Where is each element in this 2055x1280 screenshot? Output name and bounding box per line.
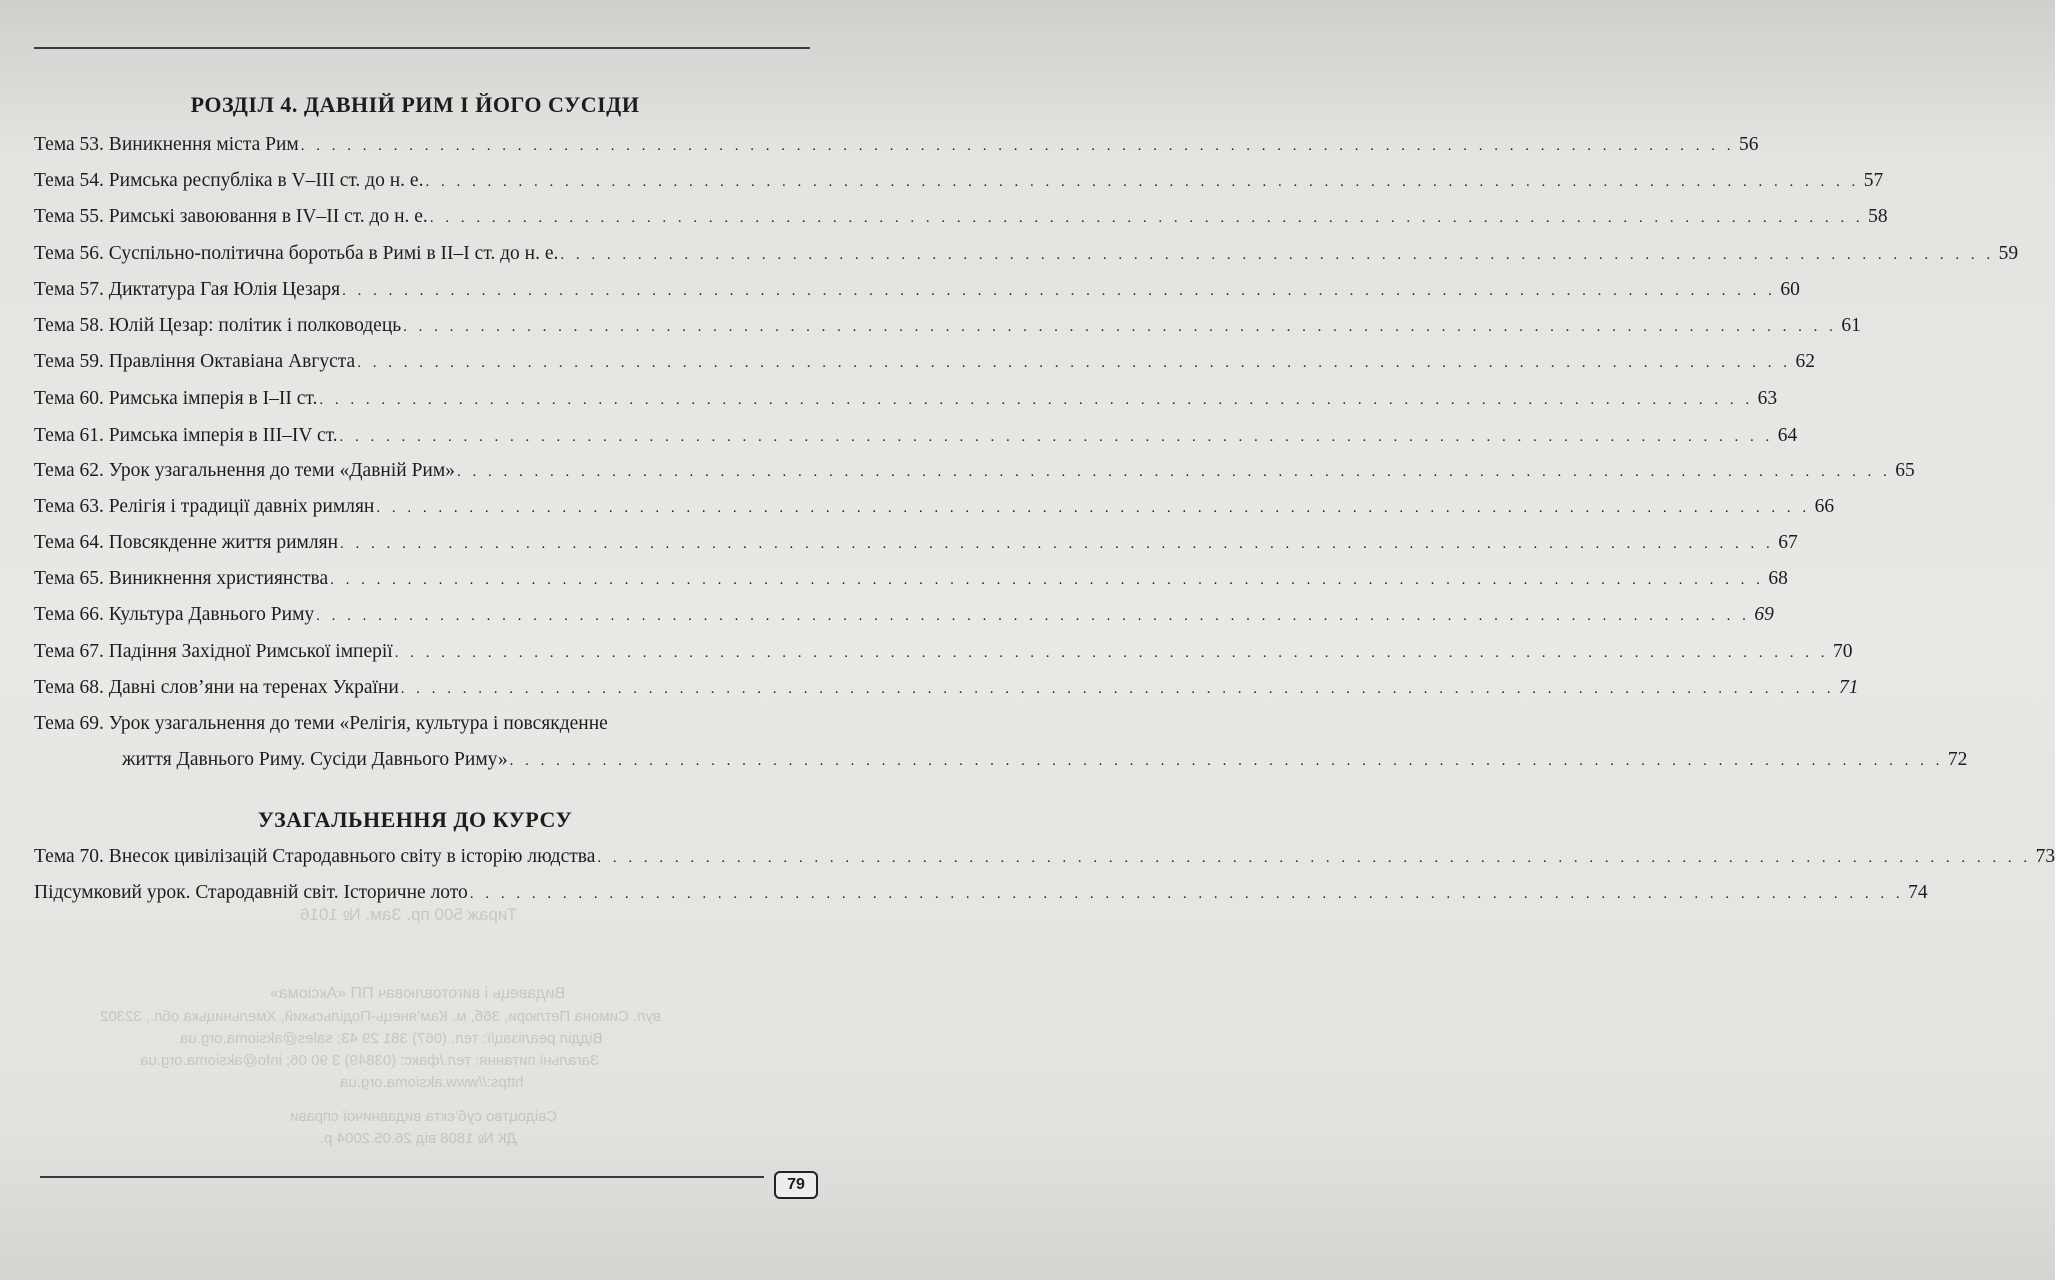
dot-leader bbox=[403, 315, 1837, 339]
dot-leader bbox=[319, 388, 1753, 412]
toc-entry-page: 62 bbox=[1795, 351, 1815, 372]
toc-entry-title: Тема 70. Внесок цивілізацій Стародавнього світу в історію людства bbox=[34, 846, 596, 867]
toc-entry-title: Тема 63. Релігія і традиції давніх римлян bbox=[34, 496, 375, 517]
show-through-line: Загальні питання: тел./факс: (03849) 3 90 06; info@aksioma.org.ua bbox=[140, 1052, 599, 1069]
toc-entry bbox=[34, 845, 2055, 870]
toc-entry-page: 57 bbox=[1863, 170, 1884, 191]
toc-entry-page: 66 bbox=[1814, 496, 1835, 517]
toc-entry-title: Тема 67. Падіння Західної Римської імперії bbox=[34, 641, 393, 662]
bottom-rule bbox=[40, 1176, 764, 1178]
toc-entry-title: Тема 55. Римські завоювання в ІV–ІІ ст. до н. е. bbox=[34, 206, 428, 227]
toc-entry-title: Тема 60. Римська імперія в І–ІІ ст. bbox=[34, 388, 318, 409]
dot-leader bbox=[425, 170, 1859, 194]
toc-entry bbox=[34, 424, 1798, 449]
toc-entry-title: Тема 64. Повсякденне життя римлян bbox=[34, 532, 339, 553]
toc-entry bbox=[34, 387, 1778, 412]
dot-leader bbox=[342, 279, 1776, 303]
summary-section-title: УЗАГАЛЬНЕННЯ ДО КУРСУ bbox=[257, 807, 573, 832]
dot-leader bbox=[301, 134, 1735, 158]
show-through-line: Тираж 500 пр. Зам. № 1016 bbox=[300, 905, 517, 924]
toc-entry bbox=[34, 242, 2019, 267]
toc-entry-title: Тема 69. Урок узагальнення до теми «Релігія, культура і повсякденне bbox=[34, 713, 608, 734]
toc-entry-page: 61 bbox=[1841, 315, 1861, 336]
toc-entry-page: 64 bbox=[1777, 425, 1798, 446]
toc-entry-page: 58 bbox=[1868, 206, 1888, 227]
toc-entry-page: 74 bbox=[1908, 882, 1928, 903]
toc-entry bbox=[34, 350, 1815, 375]
toc-entry-page: 73 bbox=[2035, 846, 2055, 867]
dot-leader bbox=[316, 604, 1750, 628]
toc-entry-page: 56 bbox=[1738, 134, 1759, 155]
toc-entry bbox=[34, 495, 1835, 520]
toc-entry bbox=[34, 676, 1859, 701]
toc-entry-title: Підсумковий урок. Стародавній світ. Історичне лото bbox=[34, 882, 468, 903]
toc-entry bbox=[34, 459, 1915, 484]
toc-entry-title: Тема 54. Римська республіка в V–ІІІ ст. до н. е. bbox=[34, 170, 424, 191]
toc-entry bbox=[34, 169, 1884, 194]
dot-leader bbox=[470, 882, 1904, 906]
toc-entry-page: 71 bbox=[1839, 677, 1859, 698]
toc-entry-title: Тема 65. Виникнення християнства bbox=[34, 568, 329, 589]
toc-entry-title: Тема 68. Давні слов’яни на теренах України bbox=[34, 677, 399, 698]
toc-entry-title: Тема 53. Виникнення міста Рим bbox=[34, 134, 299, 155]
toc-entry-title: Тема 62. Урок узагальнення до теми «Давній Рим» bbox=[34, 460, 455, 481]
dot-leader bbox=[357, 351, 1791, 375]
toc-entry-page: 63 bbox=[1757, 388, 1778, 409]
dot-leader bbox=[560, 243, 1994, 267]
section-4-title: РОЗДІЛ 4. ДАВНІЙ РИМ І ЙОГО СУСІДИ bbox=[190, 92, 640, 117]
toc-entry-page: 67 bbox=[1778, 532, 1798, 553]
toc-entry bbox=[34, 881, 1928, 906]
toc-entry-title: Тема 66. Культура Давнього Риму bbox=[34, 604, 315, 625]
toc-entry bbox=[34, 603, 1774, 628]
toc-entry-page: 65 bbox=[1895, 460, 1915, 481]
toc-entry bbox=[34, 133, 1759, 158]
show-through-line: ДК № 1808 від 26.05.2004 р. bbox=[320, 1130, 517, 1147]
toc-entry bbox=[34, 314, 1861, 339]
show-through-line: https://www.aksioma.org.ua bbox=[340, 1074, 524, 1091]
show-through-line: Відділ реалізації: тел. (067) 381 29 43; sales@aksioma.org.ua bbox=[180, 1030, 603, 1047]
show-through-line: вул. Симона Петлюри, 36б, м. Кам’янець-Подільський, Хмельницька обл., 32302 bbox=[100, 1008, 661, 1025]
dot-leader bbox=[430, 206, 1864, 230]
dot-leader bbox=[376, 496, 1810, 520]
toc-entry-title: Тема 56. Суспільно-політична боротьба в Римі в ІІ–І ст. до н. е. bbox=[34, 243, 559, 264]
toc-entry-page: 72 bbox=[1947, 749, 1968, 770]
dot-leader bbox=[457, 460, 1891, 484]
toc-entry-title-continued: життя Давнього Риму. Сусіди Давнього Риму» bbox=[122, 749, 508, 770]
toc-entry-title: Тема 59. Правління Октавіана Августа bbox=[34, 351, 356, 372]
show-through-line: Свідоцтво суб’єкта видавничої справи bbox=[290, 1108, 557, 1125]
page-number: 79 bbox=[774, 1171, 818, 1199]
toc-entry-page: 69 bbox=[1754, 604, 1774, 625]
dot-leader bbox=[395, 641, 1829, 665]
dot-leader bbox=[340, 532, 1774, 556]
top-rule bbox=[34, 47, 810, 49]
toc-entry-title: Тема 61. Римська імперія в ІІІ–ІV ст. bbox=[34, 425, 338, 446]
show-through-line: Видавець і виготовлювач ПП «Аксіома» bbox=[270, 985, 566, 1002]
toc-entry bbox=[34, 567, 1788, 592]
toc-entry-title: Тема 58. Юлій Цезар: політик і полководець bbox=[34, 315, 402, 336]
dot-leader bbox=[340, 425, 1774, 449]
toc-entry bbox=[34, 278, 1800, 303]
toc-entry bbox=[34, 712, 1968, 773]
toc-entry-page: 59 bbox=[1998, 243, 2019, 264]
toc-entry-title: Тема 57. Диктатура Гая Юлія Цезаря bbox=[34, 279, 341, 300]
toc-entry bbox=[34, 531, 1798, 556]
dot-leader bbox=[401, 677, 1835, 701]
toc-entry-page: 68 bbox=[1768, 568, 1788, 589]
toc-entry bbox=[34, 205, 1888, 230]
dot-leader bbox=[597, 846, 2031, 870]
dot-leader bbox=[330, 568, 1764, 592]
toc-entry-page: 60 bbox=[1780, 279, 1800, 300]
toc-entry bbox=[34, 640, 1853, 665]
toc-entry-page: 70 bbox=[1832, 641, 1853, 662]
dot-leader bbox=[510, 749, 1944, 773]
